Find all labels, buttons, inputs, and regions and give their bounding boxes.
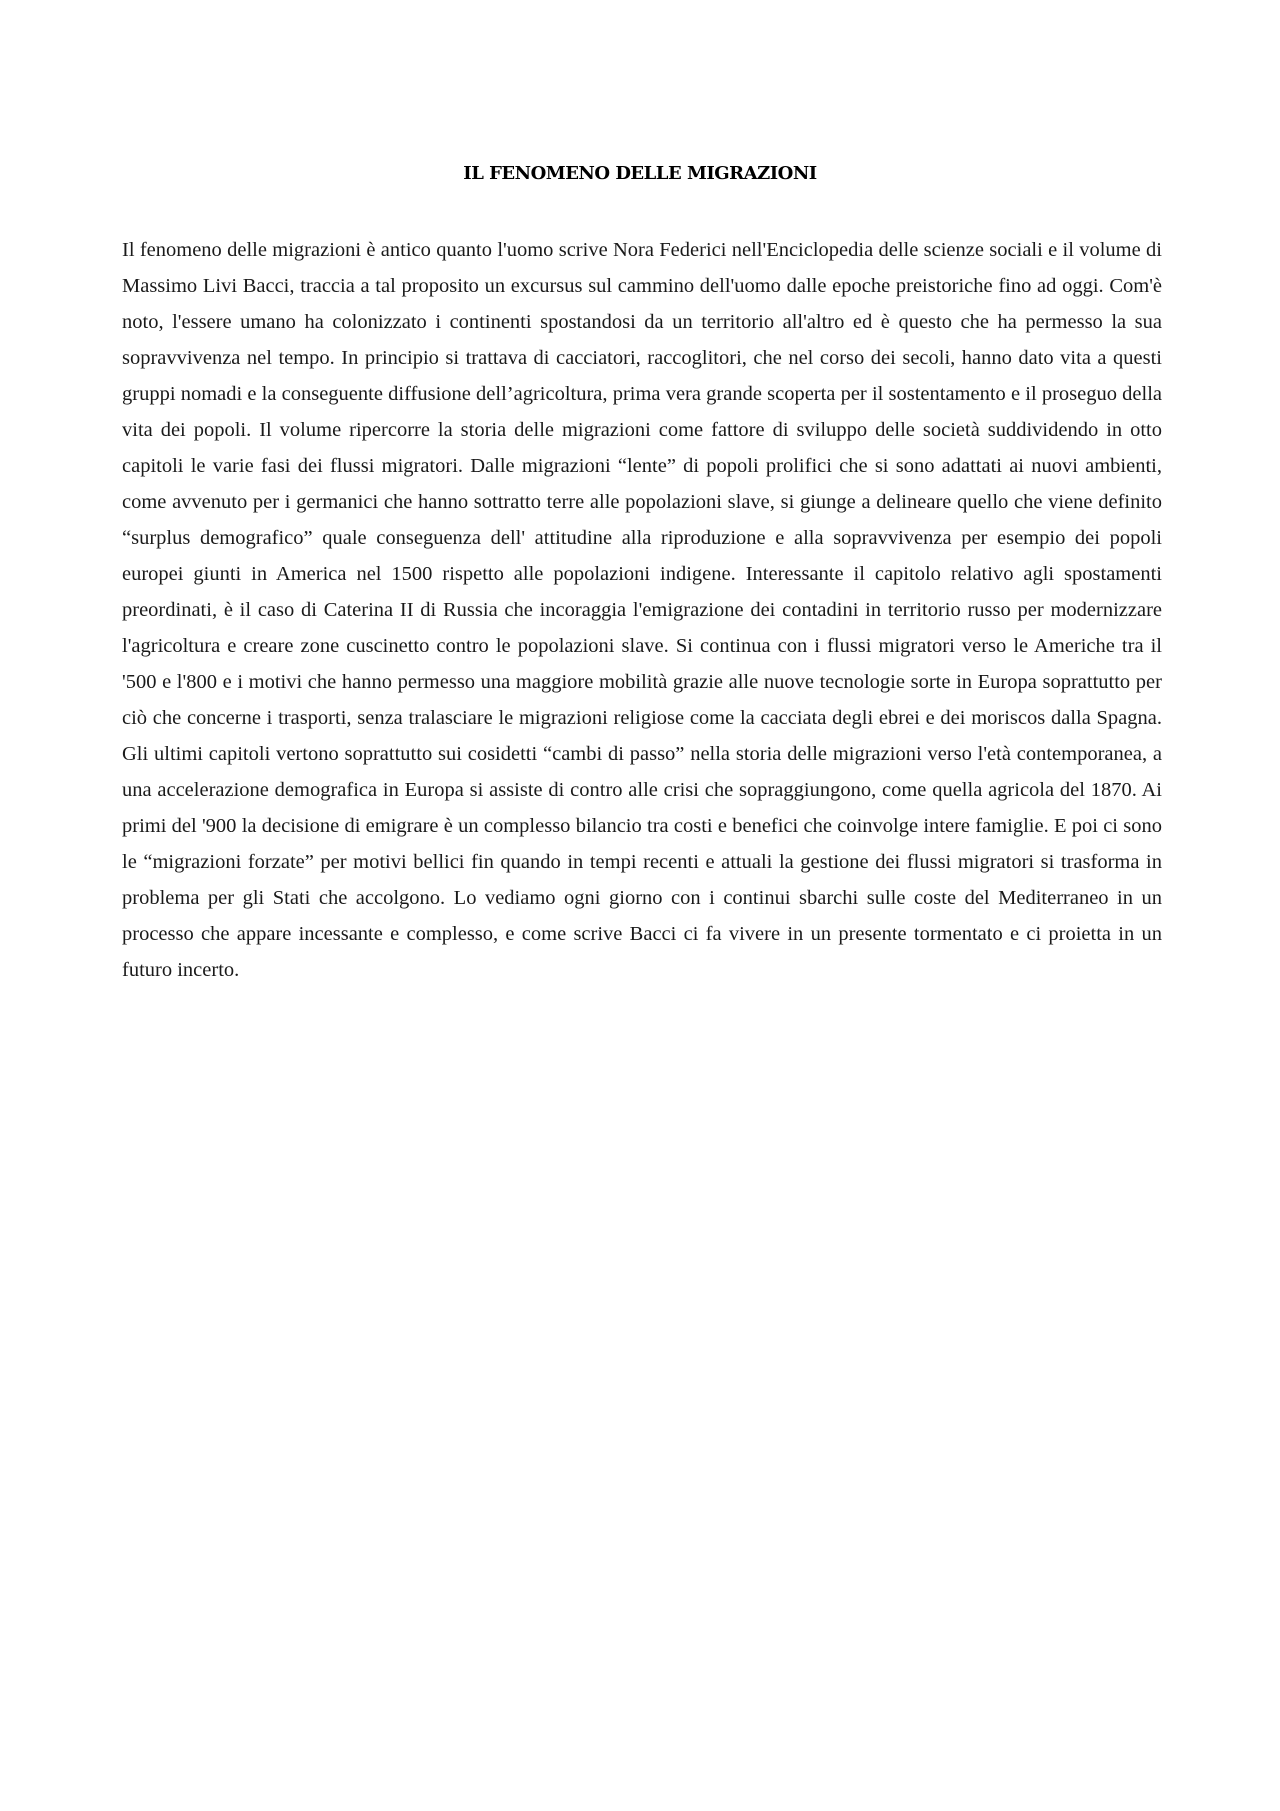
document-body-paragraph: Il fenomeno delle migrazioni è antico quanto l'uomo scrive Nora Federici nell'Enciclopedia delle scienze sociali e il volume di Massimo Livi Bacci, traccia a tal proposito un excursus sul cammino dell'uomo dalle epoche preistoriche fino ad oggi. Com'è noto, l'essere umano ha colonizzato i continenti spostandosi da un territorio all'altro ed è questo che ha permesso la sua sopravvivenza nel tempo. In principio si trattava di cacciatori, raccoglitori, che nel corso dei secoli, hanno dato vita a questi gruppi nomadi e la conseguente diffusione dell’agricoltura, prima vera grande scoperta per il sostentamento e il proseguo della vita dei popoli. Il volume ripercorre la storia delle migrazioni come fattore di sviluppo delle società suddividendo in otto capitoli le varie fasi dei flussi migratori. Dalle migrazioni “lente” di popoli prolifici che si sono adattati ai nuovi ambienti, come avvenuto per i germanici che hanno sottratto terre alle popolazioni slave, si giunge a delineare quello che viene definito “surplus demografico” quale conseguenza dell' attitudine alla riproduzione e alla sopravvivenza per esempio dei popoli europei giunti in America nel 1500 rispetto alle popolazioni indigene. Interessante il capitolo relativo agli spostamenti preordinati, è il caso di Caterina II di Russia che incoraggia l'emigrazione dei contadini in territorio russo per modernizzare l'agricoltura e creare zone cuscinetto contro le popolazioni slave. Si continua con i flussi migratori verso le Americhe tra il '500 e l'800 e i motivi che hanno permesso una maggiore mobilità grazie alle nuove tecnologie sorte in Europa soprattutto per ciò che concerne i trasporti, senza tralasciare le migrazioni religiose come la cacciata degli ebrei e dei moriscos dalla Spagna. Gli ultimi capitoli vertono soprattutto sui cosidetti “cambi di passo” nella storia delle migrazioni verso l'età contemporanea, a una accelerazione demografica in Europa si assiste di contro alle crisi che sopraggiungono, come quella agricola del 1870. Ai primi del '900 la decisione di emigrare è un complesso bilancio tra costi e benefici che coinvolge intere famiglie. E poi ci sono le “migrazioni forzate” per motivi bellici fin quando in tempi recenti e attuali la gestione dei flussi migratori si trasforma in problema per gli Stati che accolgono. Lo vediamo ogni giorno con i continui sbarchi sulle coste del Mediterraneo in un processo che appare incessante e complesso, e come scrive Bacci ci fa vivere in un presente tormentato e ci proietta in un futuro incerto. bbox=[122, 239, 1162, 981]
document-title: IL FENOMENO DELLE MIGRAZIONI bbox=[463, 163, 817, 184]
